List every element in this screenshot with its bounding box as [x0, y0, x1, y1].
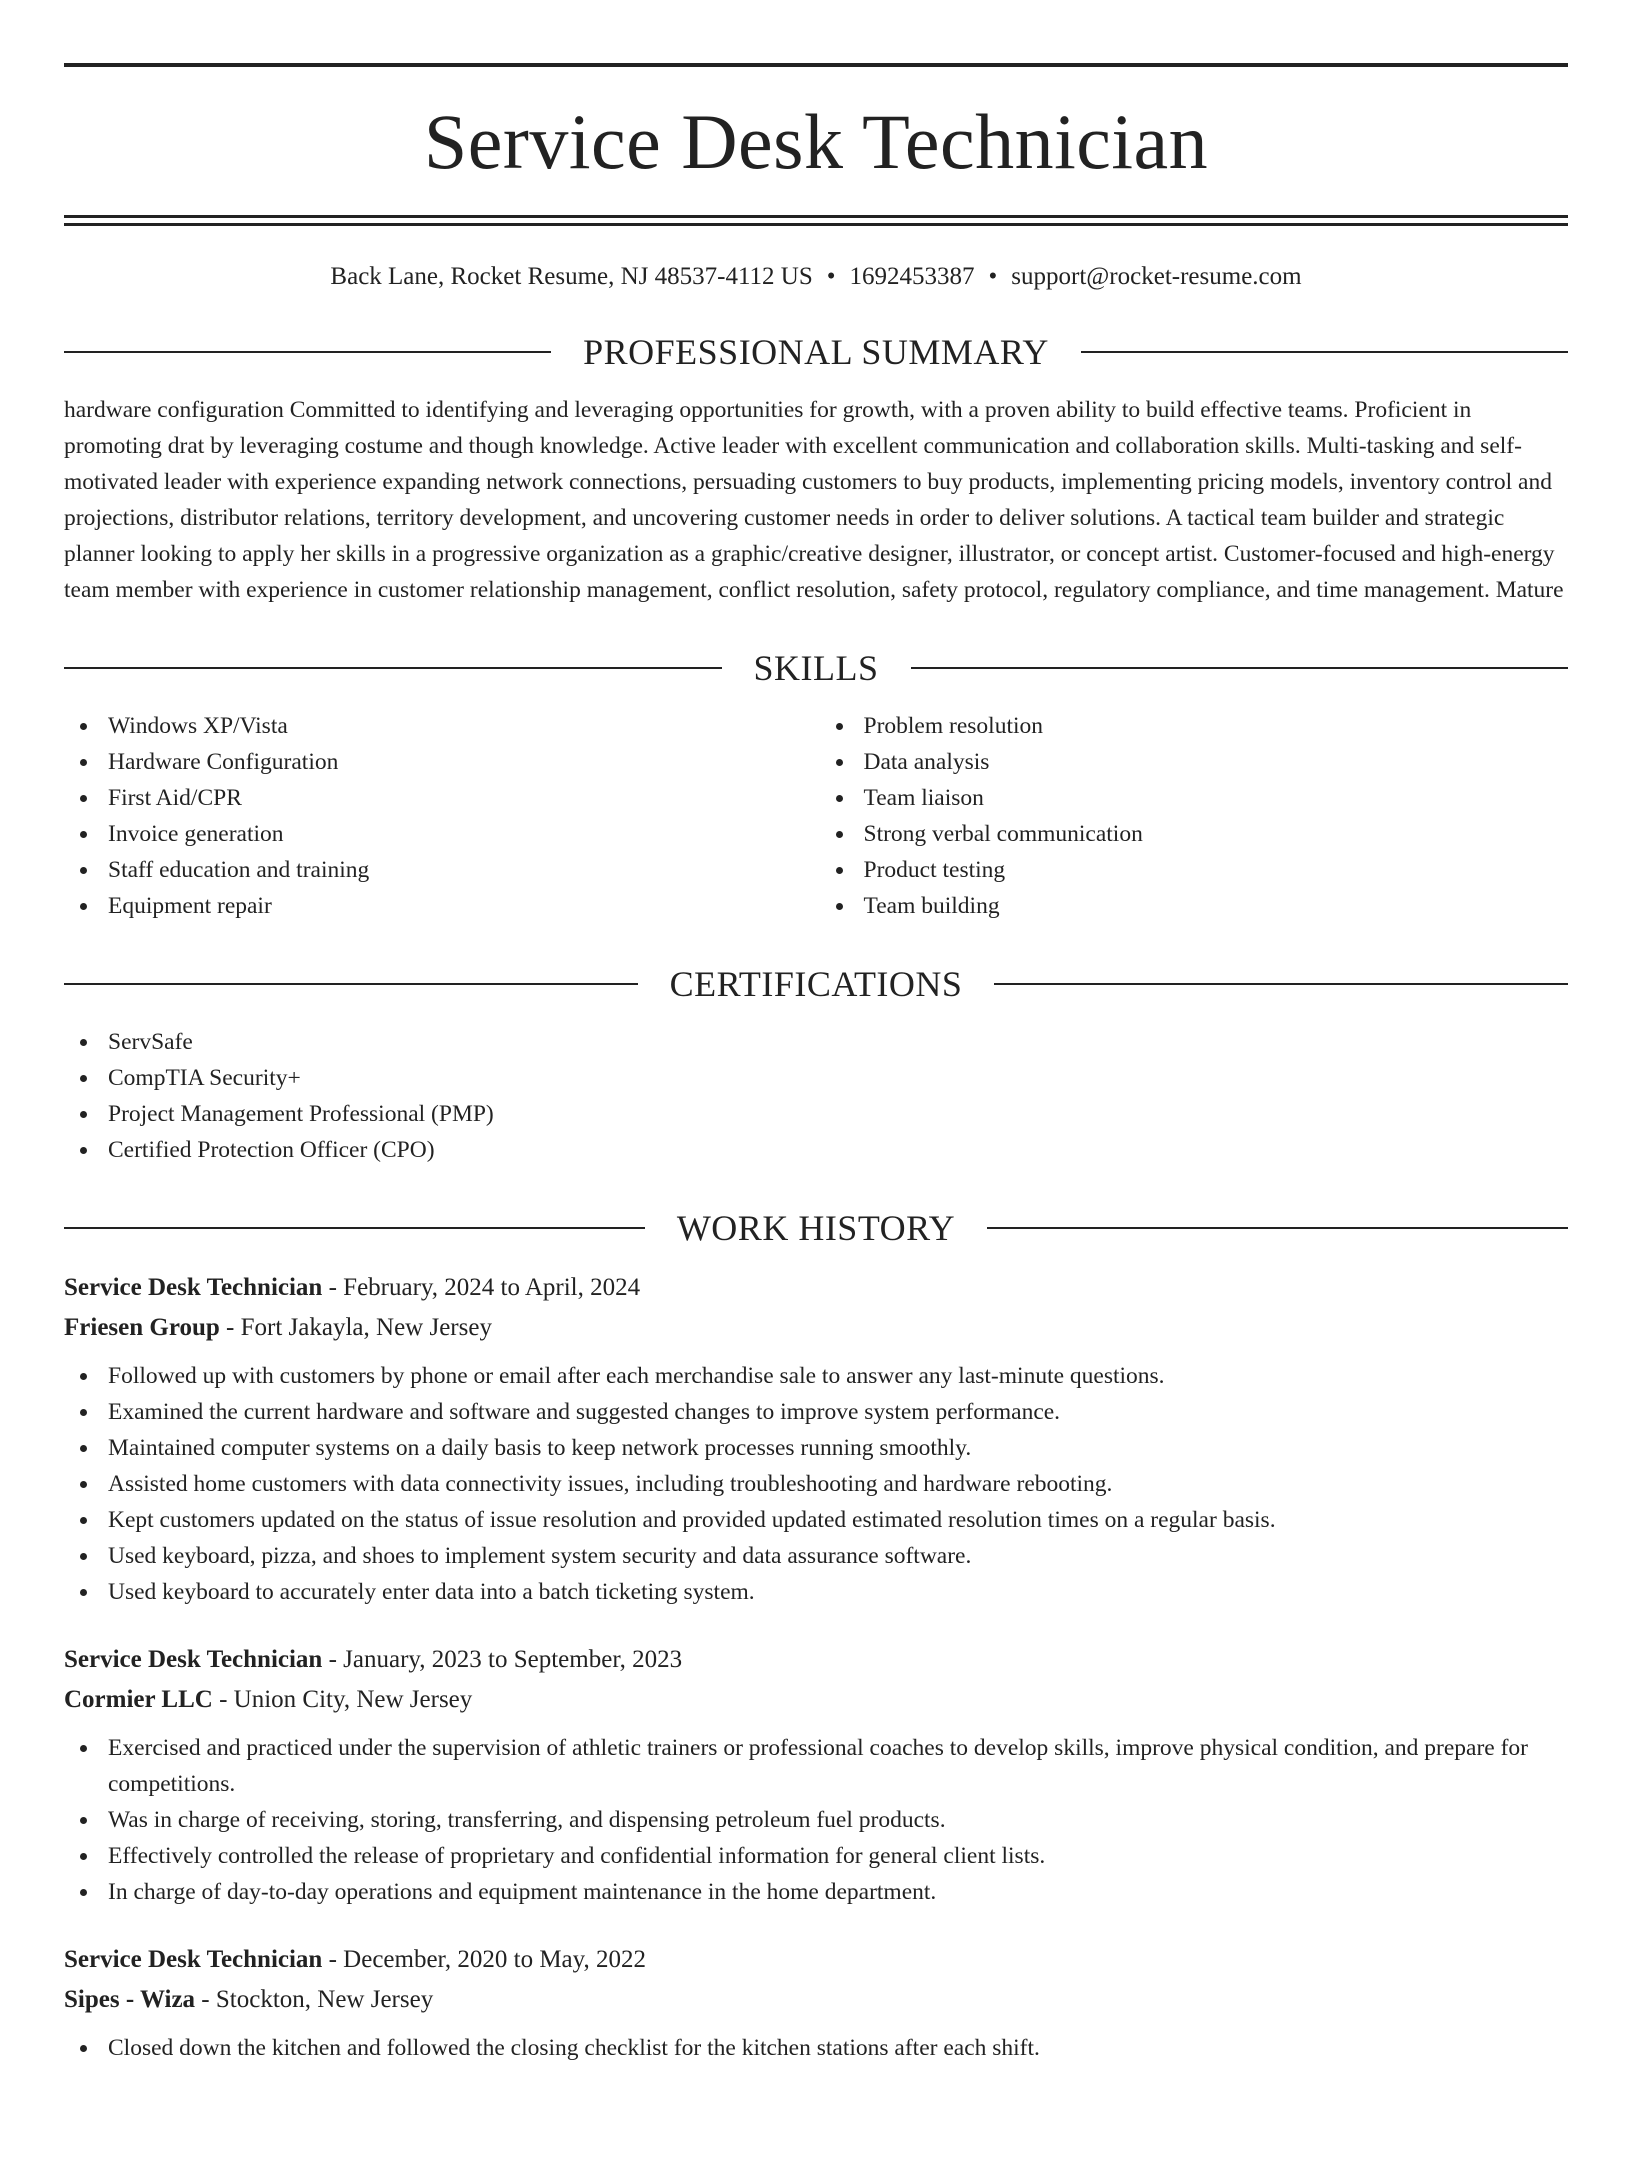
job-company: Friesen Group — [64, 1314, 220, 1341]
job-duty: Maintained computer systems on a daily basis to keep network processes running smoothly. — [64, 1430, 1568, 1466]
job-duties — [64, 1358, 1568, 1610]
skill-item: First Aid/CPR — [64, 780, 813, 816]
job-company-line — [64, 1980, 1568, 2020]
skills-column-left — [64, 708, 813, 924]
contact-separator: • — [826, 263, 836, 290]
job-dates: - January, 2023 to September, 2023 — [328, 1646, 683, 1673]
heading-rule-right — [987, 1227, 1568, 1229]
skill-item: Data analysis — [820, 744, 1569, 780]
contact-separator: • — [988, 263, 998, 290]
skills-list — [64, 708, 1568, 924]
job-location: - Union City, New Jersey — [219, 1686, 473, 1713]
job-duty: In charge of day-to-day operations and equipment maintenance in the home department. — [64, 1874, 1568, 1910]
job-company: Cormier LLC — [64, 1686, 213, 1713]
job-duty: Effectively controlled the release of proprietary and confidential information for general client lists. — [64, 1838, 1568, 1874]
job-duty: Used keyboard, pizza, and shoes to implement system security and data assurance software. — [64, 1538, 1568, 1574]
heading-rule-left — [64, 1227, 645, 1229]
summary-heading — [64, 334, 1568, 370]
skill-item: Team liaison — [820, 780, 1569, 816]
job-duties — [64, 1730, 1568, 1910]
resume-page — [0, 63, 1632, 2175]
skill-item: Equipment repair — [64, 888, 813, 924]
skills-heading — [64, 650, 1568, 686]
title-double-rule — [64, 215, 1568, 226]
skill-item: Strong verbal communication — [820, 816, 1569, 852]
summary-title: PROFESSIONAL SUMMARY — [583, 332, 1049, 372]
contact-email: support@rocket-resume.com — [1011, 263, 1302, 290]
job-role: Service Desk Technician — [64, 1946, 323, 1973]
certifications-list — [64, 1024, 1568, 1168]
heading-rule-left — [64, 351, 551, 353]
certification-item: Certified Protection Officer (CPO) — [64, 1132, 1568, 1168]
resume-title: Service Desk Technician — [423, 98, 1209, 185]
skill-item: Team building — [820, 888, 1569, 924]
skill-item: Problem resolution — [820, 708, 1569, 744]
heading-rule-left — [64, 983, 638, 985]
certification-item: ServSafe — [64, 1024, 1568, 1060]
job-duty: Examined the current hardware and software and suggested changes to improve system performance. — [64, 1394, 1568, 1430]
job-company: Sipes - Wiza — [64, 1986, 196, 2013]
job-company-line — [64, 1308, 1568, 1348]
job-duty: Exercised and practiced under the supervision of athletic trainers or professional coaches to develop skills, improve physical condition, and prepare for competitions. — [64, 1730, 1568, 1802]
job-dates: - December, 2020 to May, 2022 — [328, 1946, 647, 1973]
job-duty: Was in charge of receiving, storing, transferring, and dispensing petroleum fuel products. — [64, 1802, 1568, 1838]
job-duty: Followed up with customers by phone or email after each merchandise sale to answer any last-minute questions. — [64, 1358, 1568, 1394]
work-history-heading — [64, 1210, 1568, 1246]
summary-text: hardware configuration Committed to identifying and leveraging opportunities for growth, with a proven ability to build effective teams. Proficient in promoting drat by leveraging costume and though knowledge. Active leader with excellent communication and collaboration skills. Multi-tasking and self-motivated leader with experience expanding network connections, persuading customers to buy products, implementing pricing models, inventory control and projections, distributor relations, territory development, and uncovering customer needs in order to deliver solutions. A tactical team builder and strategic planner looking to apply her skills in a progressive organization as a graphic/creative designer, illustrator, or concept artist. Customer-focused and high-energy team member with experience in customer relationship management, conflict resolution, safety protocol, regulatory compliance, and time management. Mature — [64, 397, 1564, 603]
job-duty: Used keyboard to accurately enter data into a batch ticketing system. — [64, 1574, 1568, 1610]
job-location: - Stockton, New Jersey — [201, 1986, 434, 2013]
heading-rule-right — [1081, 351, 1568, 353]
top-rule — [64, 63, 1568, 67]
job-entry — [64, 1268, 1568, 1610]
skill-item: Product testing — [820, 852, 1569, 888]
heading-rule-right — [911, 667, 1569, 669]
skill-item: Invoice generation — [64, 816, 813, 852]
heading-rule-right — [994, 983, 1568, 985]
job-duty: Closed down the kitchen and followed the closing checklist for the kitchen stations after each shift. — [64, 2030, 1568, 2066]
contact-address: Back Lane, Rocket Resume, NJ 48537-4112 US — [330, 263, 813, 290]
contact-phone: 1692453387 — [849, 263, 975, 290]
job-location: - Fort Jakayla, New Jersey — [226, 1314, 492, 1341]
certifications-title: CERTIFICATIONS — [669, 964, 963, 1004]
skills-title: SKILLS — [753, 648, 879, 688]
job-role-line — [64, 1940, 1568, 1980]
certifications-heading — [64, 966, 1568, 1002]
job-entry — [64, 1640, 1568, 1910]
job-role-line — [64, 1268, 1568, 1308]
job-duties — [64, 2030, 1568, 2066]
skill-item: Hardware Configuration — [64, 744, 813, 780]
certification-item: Project Management Professional (PMP) — [64, 1096, 1568, 1132]
skill-item: Windows XP/Vista — [64, 708, 813, 744]
certification-item: CompTIA Security+ — [64, 1060, 1568, 1096]
job-dates: - February, 2024 to April, 2024 — [328, 1274, 641, 1301]
heading-rule-left — [64, 667, 722, 669]
job-duty: Assisted home customers with data connectivity issues, including troubleshooting and hardware rebooting. — [64, 1466, 1568, 1502]
job-duty: Kept customers updated on the status of issue resolution and provided updated estimated resolution times on a regular basis. — [64, 1502, 1568, 1538]
skills-column-right — [813, 708, 1569, 924]
job-role: Service Desk Technician — [64, 1646, 323, 1673]
job-company-line — [64, 1680, 1568, 1720]
job-role: Service Desk Technician — [64, 1274, 323, 1301]
work-history-title: WORK HISTORY — [676, 1208, 956, 1248]
job-entry — [64, 1940, 1568, 2066]
contact-line — [64, 262, 1568, 292]
skill-item: Staff education and training — [64, 852, 813, 888]
job-role-line — [64, 1640, 1568, 1680]
